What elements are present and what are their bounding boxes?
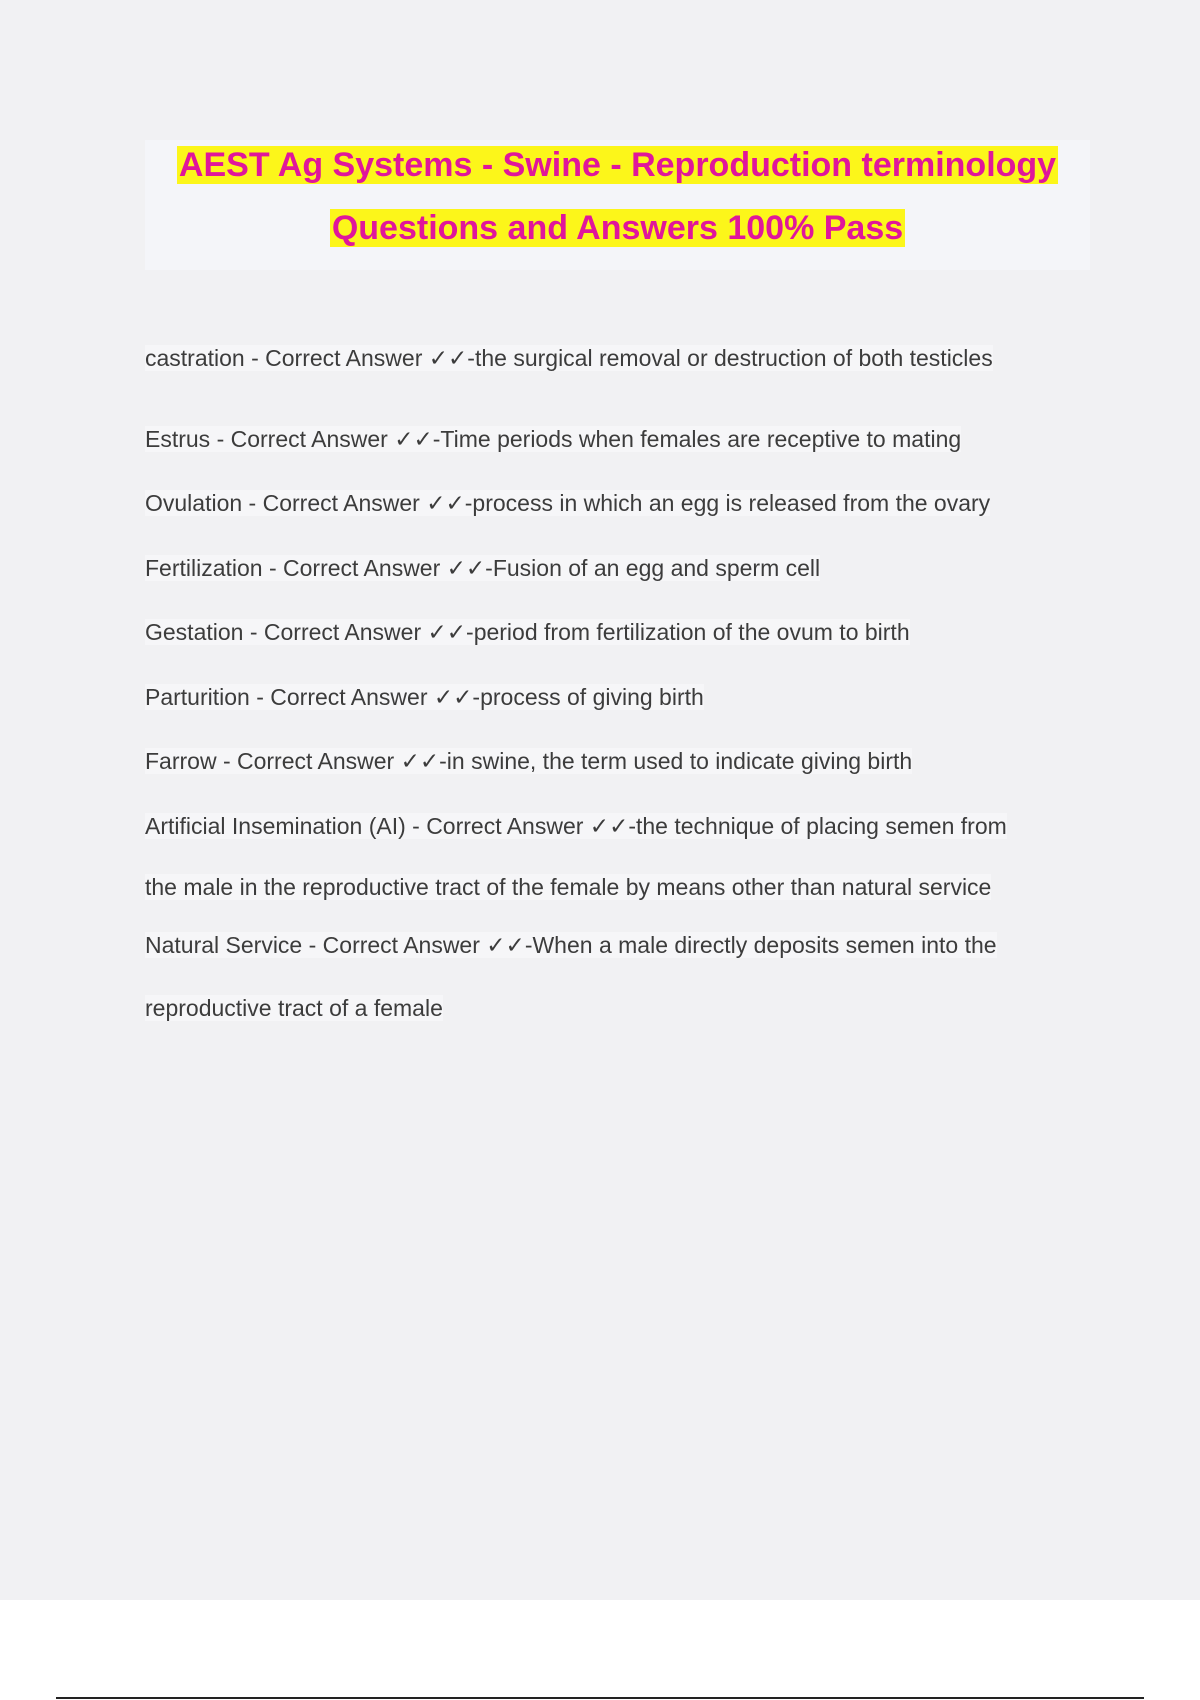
qa-line-text: reproductive tract of a female <box>145 995 443 1021</box>
qa-line-text: Artificial Insemination (AI) - Correct Answer ✓✓-the technique of placing semen from <box>145 813 1007 839</box>
qa-line-natural-service <box>145 931 997 959</box>
qa-line-text: the male in the reproductive tract of the female by means other than natural service <box>145 874 992 900</box>
title-line-1-text: AEST Ag Systems - Swine - Reproduction terminology <box>178 146 1057 184</box>
qa-line-ovulation <box>145 489 990 517</box>
qa-line-text: Gestation - Correct Answer ✓✓-period from fertilization of the ovum to birth <box>145 619 910 645</box>
qa-line-artificial-insemination <box>145 812 1007 840</box>
qa-line-natural-service-cont <box>145 994 443 1022</box>
qa-line-artificial-insemination-cont <box>145 873 991 901</box>
qa-line-fertilization <box>145 554 820 582</box>
qa-line-parturition <box>145 683 704 711</box>
qa-line-text: Fertilization - Correct Answer ✓✓-Fusion of an egg and sperm cell <box>145 555 821 581</box>
qa-line-text: Farrow - Correct Answer ✓✓-in swine, the term used to indicate giving birth <box>145 748 913 774</box>
qa-line-estrus <box>145 425 961 453</box>
title-line-2 <box>145 208 1090 248</box>
qa-line-castration <box>145 344 993 372</box>
title-line-1 <box>145 145 1090 185</box>
qa-line-text: Ovulation - Correct Answer ✓✓-process in which an egg is released from the ovary <box>145 490 991 516</box>
qa-line-gestation <box>145 618 910 646</box>
qa-line-text: Parturition - Correct Answer ✓✓-process of giving birth <box>145 684 704 710</box>
footer-divider <box>56 1697 1144 1699</box>
title-line-2-text: Questions and Answers 100% Pass <box>331 209 904 247</box>
qa-line-text: Estrus - Correct Answer ✓✓-Time periods when females are receptive to mating <box>145 426 962 452</box>
qa-line-text: Natural Service - Correct Answer ✓✓-When a male directly deposits semen into the <box>145 932 997 958</box>
document-title <box>145 140 1090 270</box>
qa-line-text: castration - Correct Answer ✓✓-the surgical removal or destruction of both testicles <box>145 345 993 371</box>
qa-line-farrow <box>145 747 912 775</box>
